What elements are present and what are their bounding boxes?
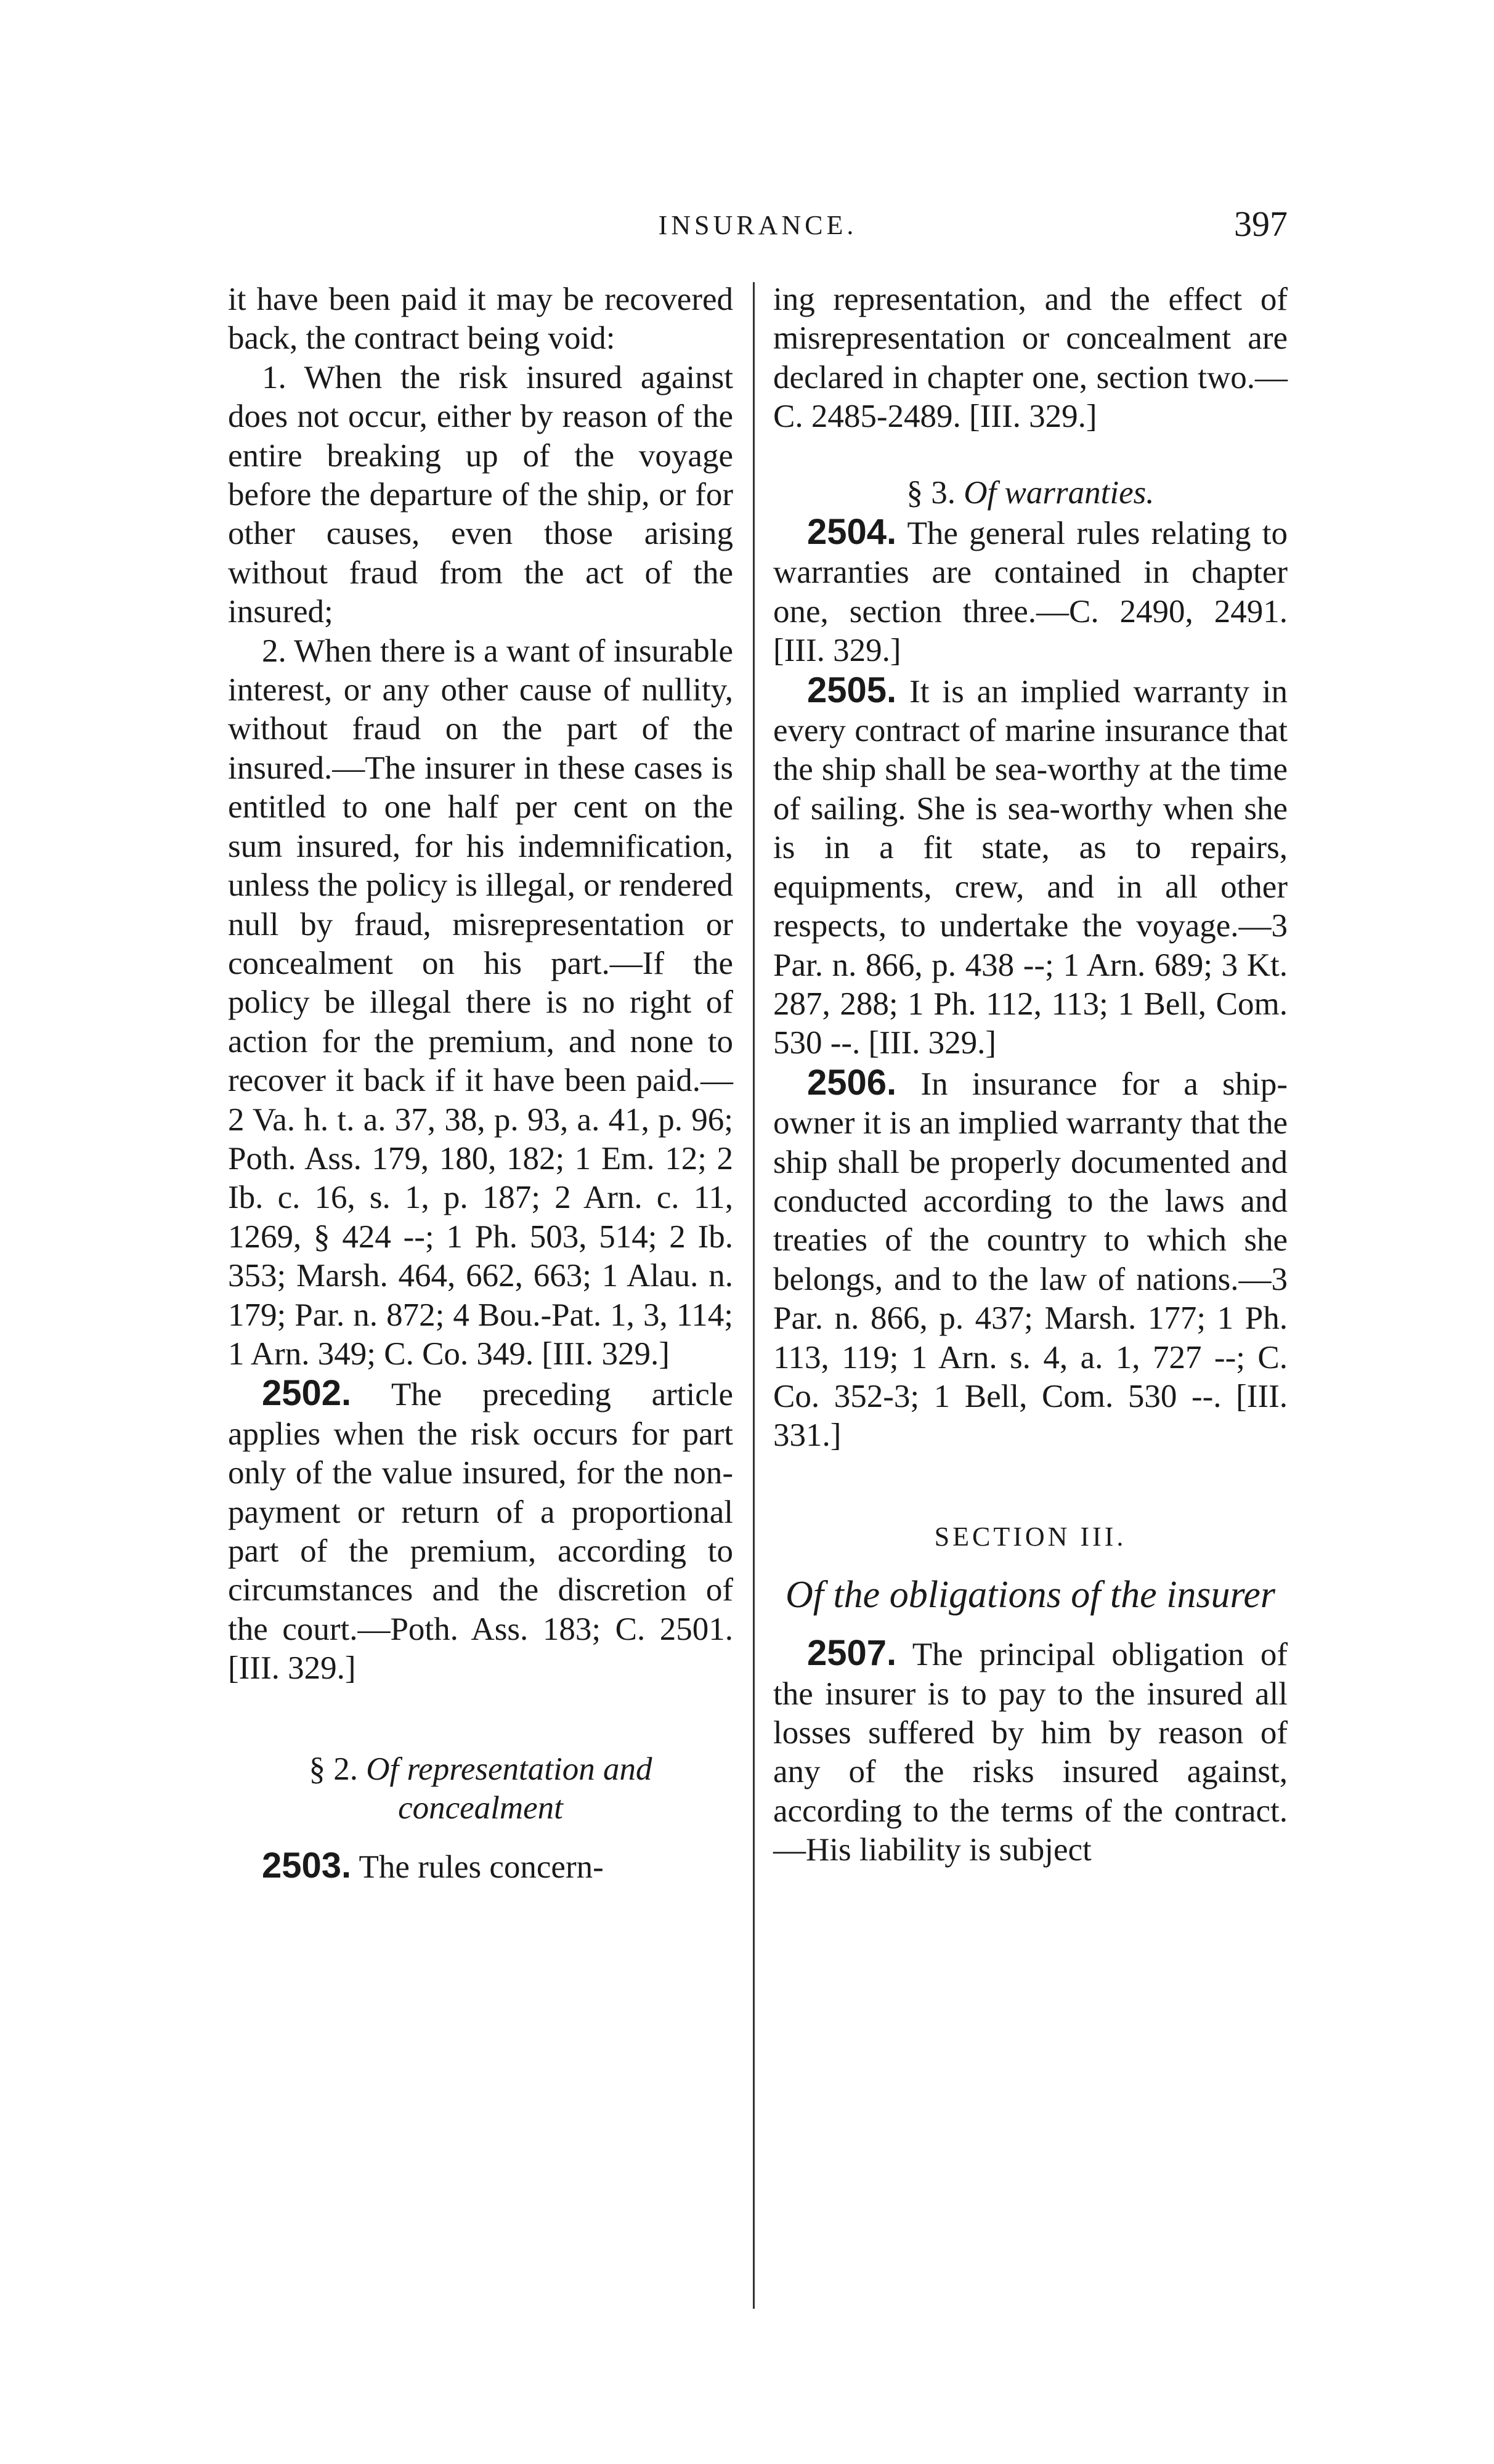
paragraph-clause-2: 2. When there is a want of insurable interest, or any other cause of nullity, without fraud on the part of the insured.—The insurer in these cases is entitled to one half per cent on the sum insured, for his indemnification, unless the policy is illegal, or rendered null by fraud, misrepresentation or concealment on his part.—If the policy be illegal there is no right of action for the premium, and none to recover it back if it have been paid.—2 Va. h. t. a. 37, 38, p. 93, a. 41, p. 96; Poth. Ass. 179, 180, 182; 1 Em. 12; 2 Ib. c. 16, s. 1, p. 187; 2 Arn. c. 11, 1269, § 424 --; 1 Ph. 503, 514; 2 Ib. 353; Marsh. 464, 662, 663; 1 Alau. n. 179; Par. n. 872; 4 Bou.-Pat. 1, 3, 114; 1 Arn. 349; C. Co. 349. [III. 329.] (228, 633, 733, 1372)
article-number: 2504. (807, 512, 897, 553)
subsection-title: Of representation and concealment (366, 1751, 652, 1826)
article-number: 2507. (807, 1633, 897, 1674)
subsection-heading-3 (773, 474, 1288, 513)
subsection-mark: § 2. (309, 1751, 359, 1787)
page-header (228, 203, 1288, 259)
article-2505 (773, 671, 1288, 1063)
right-column (773, 280, 1288, 1870)
spacer (773, 1615, 1288, 1634)
article-2504 (773, 513, 1288, 671)
paragraph-clause-1: 1. When the risk insured against does not occur, either by reason of the entire breaking up of the voyage before the departure of the ship, or for other causes, even those arising without fraud from the act of the insured; (228, 359, 733, 630)
article-text: The preceding article applies when the risk occurs for part only of the value insured, for the non-payment or return of a proportional part of the premium, according to circumstances and the discretion of the court.—Poth. Ass. 183; C. 2501. [III. 329.] (228, 1377, 733, 1687)
spacer (773, 1556, 1288, 1574)
spacer (773, 437, 1288, 474)
section-title: SECTION III. (934, 1521, 1127, 1552)
article-2502 (228, 1374, 733, 1688)
article-2506 (773, 1063, 1288, 1456)
article-2507 (773, 1634, 1288, 1870)
paragraph-continuation: it have been paid it may be recovered back, the contract being void: (228, 282, 733, 357)
left-column (228, 280, 733, 1887)
page-number: 397 (1234, 204, 1288, 244)
column-divider (753, 282, 755, 2309)
article-number: 2502. (262, 1373, 352, 1414)
article-text: In insurance for a ship-owner it is an implied warranty that the ship shall be properly documented and conducted according to the laws and treaties of the country to which she belongs, and to the law of nations.—3 Par. n. 866, p. 437; Marsh. 177; 1 Ph. 113, 119; 1 Arn. s. 4, a. 1, 727 --; C. Co. 352-3; 1 Bell, Com. 530 --. [III. 331.] (773, 1066, 1288, 1454)
article-text: The principal obligation of the insurer is to pay to the insured all losses suffered by him by reason of any of the risks insured against, according to the terms of the contract.—His liability is subject (773, 1637, 1288, 1868)
section-subtitle: Of the obligations of the insurer (785, 1574, 1276, 1616)
paragraph-continuation: ing representation, and the effect of misrepresentation or concealment are declared in chapter one, section two.—C. 2485-2489. [III. 329.] (773, 282, 1288, 435)
article-text: The general rules relating to warranties are contained in chapter one, section three.—C. 2490, 2491. [III. 329.] (773, 516, 1288, 669)
spacer (773, 1456, 1288, 1517)
article-number: 2506. (807, 1062, 897, 1103)
article-number: 2505. (807, 670, 897, 710)
subsection-mark: § 3. (906, 474, 956, 511)
spacer (228, 1688, 733, 1750)
article-text: The rules concern- (359, 1849, 604, 1886)
spacer (228, 1828, 733, 1846)
running-title: INSURANCE. (658, 210, 858, 240)
subsection-title: Of warranties. (964, 474, 1155, 511)
article-text: It is an implied warranty in every contract of marine insurance that the ship shall be sea-worthy at the time of sailing. She is sea-worthy when she is in a fit state, as to repairs, equipments, crew, and in all other respects, to undertake the voyage.—3 Par. n. 866, p. 438 --; 1 Arn. 689; 3 Kt. 287, 288; 1 Ph. 112, 113; 1 Bell, Com. 530 --. [III. 329.] (773, 673, 1288, 1061)
article-2503 (228, 1846, 733, 1887)
subsection-heading-2 (228, 1750, 733, 1828)
article-number: 2503. (262, 1846, 352, 1886)
